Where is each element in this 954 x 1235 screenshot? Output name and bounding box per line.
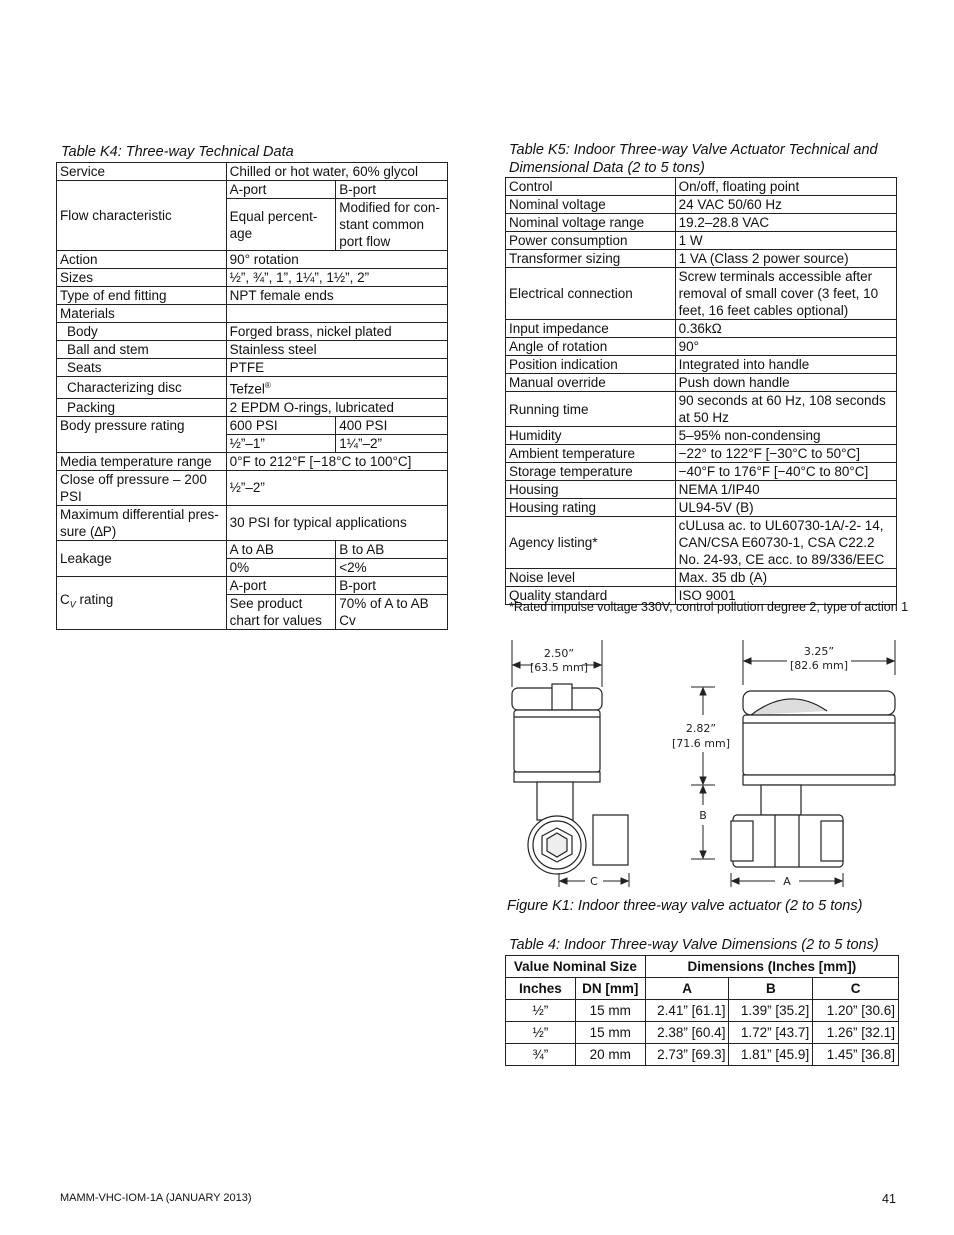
table-row bbox=[506, 499, 897, 517]
dim-right-in: 3.25” bbox=[803, 645, 835, 658]
row-value: 2 EPDM O-rings, lubricated bbox=[226, 398, 447, 416]
row-value: 90° rotation bbox=[226, 251, 447, 269]
table-k5 bbox=[505, 177, 897, 605]
cv-rest: rating bbox=[75, 592, 114, 608]
table-row bbox=[506, 1044, 899, 1066]
table-row bbox=[506, 250, 897, 268]
row-label: Angle of rotation bbox=[506, 338, 676, 356]
row-label: Nominal voltage range bbox=[506, 214, 676, 232]
row-label: Manual override bbox=[506, 374, 676, 392]
row-value: 19.2–28.8 VAC bbox=[675, 214, 896, 232]
col-header: B-port bbox=[336, 576, 448, 594]
row-value: 30 PSI for typical applications bbox=[226, 505, 447, 540]
cv-c: C bbox=[60, 592, 70, 608]
table-row bbox=[506, 320, 897, 338]
row-value bbox=[226, 305, 447, 323]
col-header: A bbox=[645, 978, 729, 1000]
table-row bbox=[506, 569, 897, 587]
footer-doc-id: MAMM-VHC-IOM-1A (JANUARY 2013) bbox=[60, 1192, 252, 1204]
row-label: Action bbox=[57, 251, 227, 269]
table-cell: 2.38” [60.4] bbox=[645, 1022, 729, 1044]
table-cell: 1.26” [32.1] bbox=[813, 1022, 899, 1044]
row-label: Type of end fitting bbox=[57, 287, 227, 305]
row-value: 90 seconds at 60 Hz, 108 seconds at 50 Hz bbox=[675, 392, 896, 427]
page-number: 41 bbox=[882, 1192, 896, 1206]
row-label: Body pressure rating bbox=[57, 416, 227, 452]
figure-k1-caption: Figure K1: Indoor three-way valve actuator (2 to 5 tons) bbox=[507, 898, 863, 914]
table-4 bbox=[505, 955, 899, 1066]
row-label: Ambient temperature bbox=[506, 445, 676, 463]
table-cell: 1.39” [35.2] bbox=[729, 1000, 813, 1022]
row-value: 400 PSI bbox=[336, 416, 448, 434]
row-label: Leakage bbox=[57, 540, 227, 576]
row-value: PTFE bbox=[226, 359, 447, 377]
table-cell: 15 mm bbox=[575, 1000, 645, 1022]
row-value: 70% of A to AB Cv bbox=[336, 594, 448, 629]
col-header: A-port bbox=[226, 576, 336, 594]
col-header: C bbox=[813, 978, 899, 1000]
col-header: Value Nominal Size bbox=[506, 956, 646, 978]
dim-label-a: A bbox=[783, 875, 791, 888]
row-value: NPT female ends bbox=[226, 287, 447, 305]
table-row bbox=[506, 1022, 899, 1044]
row-value: 1 W bbox=[675, 232, 896, 250]
row-value: 1¼”–2” bbox=[336, 434, 448, 452]
table-cell: 20 mm bbox=[575, 1044, 645, 1066]
row-value: <2% bbox=[336, 558, 448, 576]
row-value: Integrated into handle bbox=[675, 356, 896, 374]
dim-label-b: B bbox=[699, 809, 707, 822]
row-value: Chilled or hot water, 60% glycol bbox=[226, 163, 447, 181]
table-row bbox=[57, 505, 448, 540]
table-row bbox=[506, 517, 897, 569]
row-value: −40°F to 176°F [−40°C to 80°C] bbox=[675, 463, 896, 481]
table-cell: 2.73” [69.3] bbox=[645, 1044, 729, 1066]
table-row bbox=[506, 178, 897, 196]
table-row bbox=[57, 163, 448, 181]
dim-right-mm: [82.6 mm] bbox=[789, 659, 849, 672]
row-label: Packing bbox=[57, 398, 227, 416]
table-row bbox=[57, 359, 448, 377]
col-header: A-port bbox=[226, 181, 336, 199]
row-value: See product chart for values bbox=[226, 594, 336, 629]
row-label: Control bbox=[506, 178, 676, 196]
table-cell: ½” bbox=[506, 1000, 576, 1022]
row-value: Screw terminals accessible after removal of small cover (3 feet, 10 feet, 16 feet cables optional) bbox=[675, 268, 896, 320]
row-label: Media temperature range bbox=[57, 452, 227, 470]
dim-height-mm: [71.6 mm] bbox=[671, 737, 731, 750]
table-cell: 2.41” [61.1] bbox=[645, 1000, 729, 1022]
row-label bbox=[57, 576, 227, 629]
table-row bbox=[506, 445, 897, 463]
table-row bbox=[57, 305, 448, 323]
row-value: On/off, floating point bbox=[675, 178, 896, 196]
table-row bbox=[506, 1000, 899, 1022]
row-label: Close off pressure – 200 PSI bbox=[57, 470, 227, 505]
row-label: Agency listing* bbox=[506, 517, 676, 569]
dim-left-in: 2.50” bbox=[543, 647, 575, 660]
row-value: Modified for con-stant common port flow bbox=[336, 199, 448, 251]
table-row bbox=[57, 398, 448, 416]
col-header: DN [mm] bbox=[575, 978, 645, 1000]
row-label: Noise level bbox=[506, 569, 676, 587]
table-cell: 1.45” [36.8] bbox=[813, 1044, 899, 1066]
cv-subscript: V bbox=[69, 599, 76, 610]
row-label: Housing rating bbox=[506, 499, 676, 517]
row-value: Forged brass, nickel plated bbox=[226, 323, 447, 341]
table-k4-caption: Table K4: Three-way Technical Data bbox=[61, 144, 294, 160]
row-value: 0°F to 212°F [−18°C to 100°C] bbox=[226, 452, 447, 470]
table-row bbox=[57, 452, 448, 470]
table-cell: 15 mm bbox=[575, 1022, 645, 1044]
row-value: Push down handle bbox=[675, 374, 896, 392]
row-label: Storage temperature bbox=[506, 463, 676, 481]
col-header: Inches bbox=[506, 978, 576, 1000]
row-label: Transformer sizing bbox=[506, 250, 676, 268]
table-row bbox=[57, 181, 448, 199]
table-row bbox=[506, 268, 897, 320]
table-row bbox=[57, 470, 448, 505]
row-value: 600 PSI bbox=[226, 416, 336, 434]
valve-actuator-diagram bbox=[505, 635, 905, 895]
row-value: Max. 35 db (A) bbox=[675, 569, 896, 587]
row-label: Characterizing disc bbox=[57, 377, 227, 399]
row-label: Housing bbox=[506, 481, 676, 499]
table-row bbox=[57, 323, 448, 341]
row-value: 24 VAC 50/60 Hz bbox=[675, 196, 896, 214]
table-row bbox=[506, 463, 897, 481]
row-value: ISO 9001 bbox=[675, 587, 896, 605]
table-row bbox=[57, 341, 448, 359]
col-header: A to AB bbox=[226, 540, 336, 558]
row-label: Seats bbox=[57, 359, 227, 377]
table-cell: ¾” bbox=[506, 1044, 576, 1066]
table-4-caption: Table 4: Indoor Three-way Valve Dimensions (2 to 5 tons) bbox=[509, 937, 879, 953]
row-label: Materials bbox=[57, 305, 227, 323]
col-header: B bbox=[729, 978, 813, 1000]
row-label: Flow characteristic bbox=[57, 181, 227, 251]
row-value: −22° to 122°F [−30°C to 50°C] bbox=[675, 445, 896, 463]
table-row bbox=[57, 576, 448, 594]
table-row bbox=[57, 416, 448, 434]
table-header-row bbox=[506, 978, 899, 1000]
table-row bbox=[506, 427, 897, 445]
row-label: Ball and stem bbox=[57, 341, 227, 359]
table-k5-footnote: *Rated impulse voltage 330V, control pollution degree 2, type of action 1 bbox=[509, 600, 909, 614]
table-k5-caption: Table K5: Indoor Three-way Valve Actuator Technical and Dimensional Data (2 to 5 tons) bbox=[509, 142, 878, 176]
registered-mark: ® bbox=[264, 381, 271, 390]
row-value: Equal percent-age bbox=[226, 199, 336, 251]
row-label: Electrical connection bbox=[506, 268, 676, 320]
table-row bbox=[57, 251, 448, 269]
row-value: 1 VA (Class 2 power source) bbox=[675, 250, 896, 268]
row-label: Position indication bbox=[506, 356, 676, 374]
row-label: Power consumption bbox=[506, 232, 676, 250]
row-label: Nominal voltage bbox=[506, 196, 676, 214]
row-value: 90° bbox=[675, 338, 896, 356]
table-row bbox=[506, 196, 897, 214]
row-label: Input impedance bbox=[506, 320, 676, 338]
table-row bbox=[506, 374, 897, 392]
table-row bbox=[57, 287, 448, 305]
dim-height-in: 2.82” bbox=[685, 722, 717, 735]
table-row bbox=[57, 377, 448, 399]
table-row bbox=[506, 338, 897, 356]
row-value: ½”–1” bbox=[226, 434, 336, 452]
col-header: B-port bbox=[336, 181, 448, 199]
col-header: Dimensions (Inches [mm]) bbox=[645, 956, 898, 978]
table-row bbox=[57, 269, 448, 287]
row-value: Stainless steel bbox=[226, 341, 447, 359]
table-row bbox=[506, 481, 897, 499]
row-value: ½”–2” bbox=[226, 470, 447, 505]
table-row bbox=[506, 356, 897, 374]
table-cell: ½” bbox=[506, 1022, 576, 1044]
table-cell: 1.72” [43.7] bbox=[729, 1022, 813, 1044]
table-row bbox=[506, 232, 897, 250]
row-label: Running time bbox=[506, 392, 676, 427]
tefzel-text: Tefzel bbox=[229, 381, 265, 397]
table-header-row bbox=[506, 956, 899, 978]
row-label: Quality standard bbox=[506, 587, 676, 605]
row-value: UL94-5V (B) bbox=[675, 499, 896, 517]
table-cell: 1.81” [45.9] bbox=[729, 1044, 813, 1066]
table-k4 bbox=[56, 162, 448, 630]
row-value bbox=[226, 377, 447, 399]
row-label: Maximum differential pres-sure (∆P) bbox=[57, 505, 227, 540]
dim-left-mm: [63.5 mm] bbox=[529, 661, 589, 674]
dim-label-c: C bbox=[590, 875, 598, 888]
row-value: ½”, ¾”, 1”, 1¼”, 1½”, 2” bbox=[226, 269, 447, 287]
table-row bbox=[57, 540, 448, 558]
table-cell: 1.20” [30.6] bbox=[813, 1000, 899, 1022]
row-label: Body bbox=[57, 323, 227, 341]
row-value: 0% bbox=[226, 558, 336, 576]
row-label: Humidity bbox=[506, 427, 676, 445]
col-header: B to AB bbox=[336, 540, 448, 558]
table-row bbox=[506, 214, 897, 232]
row-value: cULusa ac. to UL60730-1A/-2- 14, CAN/CSA E60730-1, CSA C22.2 No. 24-93, CE acc. to 89/336/EEC bbox=[675, 517, 896, 569]
table-row bbox=[506, 392, 897, 427]
row-label: Service bbox=[57, 163, 227, 181]
row-label: Sizes bbox=[57, 269, 227, 287]
row-value: 5–95% non-condensing bbox=[675, 427, 896, 445]
row-value: NEMA 1/IP40 bbox=[675, 481, 896, 499]
row-value: 0.36kΩ bbox=[675, 320, 896, 338]
